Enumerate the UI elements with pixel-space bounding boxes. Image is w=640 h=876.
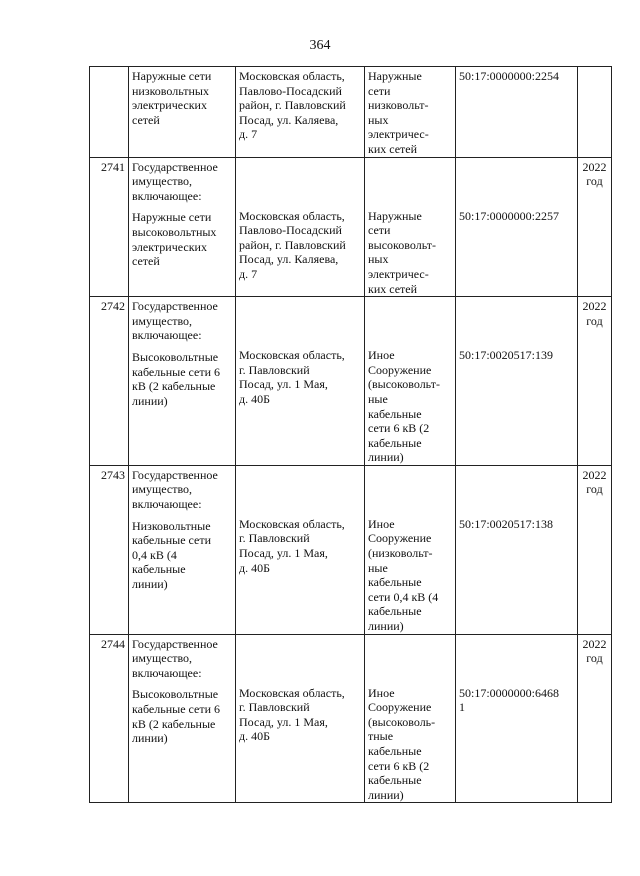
header-spacer <box>368 341 452 348</box>
header-spacer <box>368 327 452 341</box>
object-address-line: район, г. Павловский <box>239 98 346 113</box>
page-number: 364 <box>309 38 331 53</box>
object-type-line: низковольт- <box>368 98 429 113</box>
header-spacer <box>132 680 232 687</box>
object-type-line: линии) <box>368 787 404 802</box>
cadastral-number-line: 50:17:0000000:2254 <box>459 69 560 83</box>
object-name-line: линии) <box>132 393 168 408</box>
object-name-line: электрических <box>132 98 207 113</box>
header-spacer <box>368 679 452 686</box>
cadastral-number <box>456 465 578 634</box>
object-address-line: Московская область, <box>239 685 345 700</box>
object-address-line: Московская область, <box>239 348 345 363</box>
header-spacer <box>239 174 361 188</box>
header-spacer <box>459 160 574 174</box>
header-spacer <box>459 188 574 202</box>
object-address-line: д. 7 <box>239 266 258 281</box>
group-header-line: имущество, <box>132 174 193 189</box>
object-type <box>365 67 456 158</box>
transfer-year <box>578 297 612 466</box>
object-address-line: Посад, ул. 1 Мая, <box>239 377 328 392</box>
row-number: 2742 <box>90 297 129 466</box>
header-spacer <box>239 313 361 327</box>
object-name-line: кабельные сети <box>132 533 211 548</box>
row-number <box>90 67 129 158</box>
group-header-line: Государственное <box>132 299 218 314</box>
object-type-line: ные <box>368 560 388 575</box>
object-type <box>365 157 456 297</box>
object-address-line: г. Павловский <box>239 700 310 715</box>
object-name-line: Низковольтные <box>132 518 211 533</box>
object-name-line: кабельные сети 6 <box>132 702 220 716</box>
object-name-line: сетей <box>132 254 160 269</box>
object-address-line: д. 40Б <box>239 391 270 406</box>
object-name-line: Высоковольтные <box>132 349 219 364</box>
transfer-year <box>578 67 612 158</box>
header-spacer <box>368 299 452 313</box>
cadastral-number-line: 50:17:0020517:138 <box>459 516 554 531</box>
object-name-line: Высоковольтные <box>132 687 219 702</box>
header-spacer <box>239 188 361 202</box>
object-address <box>236 297 365 466</box>
transfer-year-line: 2022 <box>582 636 607 651</box>
transfer-year-line: год <box>586 313 603 328</box>
object-name-line: 0,4 кВ (4 <box>132 547 177 562</box>
header-spacer <box>459 299 574 313</box>
object-address <box>236 157 365 297</box>
object-type-line: кабельные <box>368 575 422 590</box>
group-header-line: включающее: <box>132 328 202 343</box>
header-spacer <box>132 512 232 519</box>
object-address-line: район, г. Павловский <box>239 237 346 252</box>
transfer-year <box>578 465 612 634</box>
object-type-line: (высоковоль- <box>368 714 436 729</box>
header-spacer <box>132 343 232 350</box>
table-row <box>90 297 612 466</box>
object-name <box>129 157 236 297</box>
object-type-line: сети 0,4 кВ (4 <box>368 589 439 604</box>
header-spacer <box>239 679 361 686</box>
header-spacer <box>459 341 574 348</box>
group-header-line: имущество, <box>132 313 193 328</box>
transfer-year-line: 2022 <box>582 159 607 174</box>
object-type-line: линии) <box>368 450 404 465</box>
header-spacer <box>459 651 574 665</box>
cadastral-number-line: 50:17:0000000:6468 <box>459 685 560 700</box>
header-spacer <box>239 327 361 341</box>
object-address-line: Павлово-Посадский <box>239 83 342 98</box>
object-address-line: Павлово-Посадский <box>239 223 342 238</box>
object-type-line: кабельные <box>368 744 422 758</box>
object-address-line: Посад, ул. Каляева, <box>239 252 339 267</box>
row-number: 2741 <box>90 157 129 297</box>
object-name-line: высоковольтных <box>132 224 217 239</box>
object-type-line: кабельные <box>368 406 422 421</box>
object-type-line: кабельные <box>368 604 422 619</box>
header-spacer <box>368 160 452 174</box>
transfer-year-line: год <box>586 174 603 189</box>
object-type <box>365 634 456 803</box>
header-spacer <box>239 299 361 313</box>
object-address <box>236 634 365 803</box>
table-row <box>90 67 612 158</box>
object-name <box>129 67 236 158</box>
cadastral-number <box>456 157 578 297</box>
object-name-line: кабельные сети 6 <box>132 364 220 379</box>
object-address-line: Посад, ул. 1 Мая, <box>239 714 328 729</box>
object-name-line: линии) <box>132 577 168 592</box>
header-spacer <box>368 665 452 679</box>
object-name <box>129 465 236 634</box>
transfer-year <box>578 634 612 803</box>
object-name <box>129 634 236 803</box>
header-spacer <box>368 496 452 510</box>
registry-table-body <box>90 67 612 803</box>
object-address-line: г. Павловский <box>239 531 310 546</box>
object-type-line: ких сетей <box>368 141 418 156</box>
object-type-line: (высоковольт- <box>368 377 440 392</box>
object-address-line: д. 40Б <box>239 729 270 744</box>
object-name-line: кВ (2 кабельные <box>132 716 216 731</box>
object-address-line: д. 40Б <box>239 560 270 575</box>
header-spacer <box>239 202 361 209</box>
header-spacer <box>239 510 361 517</box>
header-spacer <box>239 341 361 348</box>
group-header-line: включающее: <box>132 188 202 203</box>
cadastral-number-line: 50:17:0000000:2257 <box>459 208 560 223</box>
header-spacer <box>459 679 574 686</box>
object-type-line: тные <box>368 729 394 744</box>
group-header-line: имущество, <box>132 482 193 497</box>
cadastral-number <box>456 67 578 158</box>
header-spacer <box>459 496 574 510</box>
transfer-year-line: 2022 <box>582 467 607 482</box>
object-address-line: г. Павловский <box>239 362 310 377</box>
object-type-line: Иное <box>368 348 395 363</box>
object-address-line: Московская область, <box>239 516 345 531</box>
header-spacer <box>459 327 574 341</box>
header-spacer <box>459 510 574 517</box>
object-name-line: сетей <box>132 112 160 127</box>
object-name-line: кВ (2 кабельные <box>132 379 216 394</box>
transfer-year-line: год <box>586 482 603 497</box>
header-spacer <box>368 651 452 665</box>
object-type-line: сети <box>368 83 391 98</box>
header-spacer <box>459 202 574 209</box>
header-spacer <box>239 665 361 679</box>
header-spacer <box>132 203 232 210</box>
header-spacer <box>459 665 574 679</box>
object-type-line: электричес- <box>368 266 429 281</box>
cadastral-number <box>456 634 578 803</box>
object-type <box>365 297 456 466</box>
group-header-line: Государственное <box>132 636 218 651</box>
object-address-line: Московская область, <box>239 69 345 83</box>
object-address-line: Московская область, <box>239 208 345 223</box>
object-type-line: линии) <box>368 619 404 634</box>
object-type-line: электричес- <box>368 127 429 142</box>
header-spacer <box>459 468 574 482</box>
header-spacer <box>368 510 452 517</box>
header-spacer <box>368 637 452 651</box>
row-number: 2743 <box>90 465 129 634</box>
header-spacer <box>459 482 574 496</box>
object-address-line: Посад, ул. Каляева, <box>239 112 339 127</box>
object-type-line: Иное <box>368 516 395 531</box>
group-header-line: имущество, <box>132 651 193 666</box>
table-row <box>90 634 612 803</box>
object-name-line: электрических <box>132 239 207 254</box>
row-number: 2744 <box>90 634 129 803</box>
object-name-line: кабельные <box>132 562 186 577</box>
object-type-line: Сооружение <box>368 700 432 715</box>
header-spacer <box>459 174 574 188</box>
object-type-line: (низковольт- <box>368 546 433 561</box>
header-spacer <box>459 637 574 651</box>
object-type-line: ных <box>368 112 389 127</box>
object-type-line: сети 6 кВ (2 <box>368 758 430 773</box>
object-type-line: Наружные <box>368 69 422 83</box>
group-header-line: Государственное <box>132 467 218 482</box>
transfer-year-line: 2022 <box>582 299 607 314</box>
header-spacer <box>368 313 452 327</box>
header-spacer <box>459 313 574 327</box>
cadastral-number <box>456 297 578 466</box>
object-type-line: Сооружение <box>368 362 432 377</box>
object-name-line: Наружные сети <box>132 69 212 83</box>
object-type-line: сети <box>368 223 391 238</box>
header-spacer <box>239 482 361 496</box>
object-address <box>236 465 365 634</box>
header-spacer <box>239 651 361 665</box>
table-row <box>90 157 612 297</box>
object-name-line: Наружные сети <box>132 210 212 225</box>
object-type-line: Иное <box>368 685 395 700</box>
group-header-line: включающее: <box>132 497 202 512</box>
object-address-line: д. 7 <box>239 127 258 142</box>
object-type-line: кабельные <box>368 435 422 450</box>
header-spacer <box>239 160 361 174</box>
object-type-line: ные <box>368 391 388 406</box>
header-spacer <box>368 482 452 496</box>
object-type-line: Наружные <box>368 208 422 223</box>
group-header-line: включающее: <box>132 665 202 680</box>
header-spacer <box>368 174 452 188</box>
group-header-line: Государственное <box>132 159 218 174</box>
object-name-line: низковольтных <box>132 83 209 98</box>
object-type-line: кабельные <box>368 773 422 788</box>
header-spacer <box>368 188 452 202</box>
object-type-line: ных <box>368 252 389 267</box>
object-name <box>129 297 236 466</box>
object-type-line: Сооружение <box>368 531 432 546</box>
header-spacer <box>239 468 361 482</box>
object-type-line: высоковольт- <box>368 237 436 252</box>
object-type <box>365 465 456 634</box>
object-address <box>236 67 365 158</box>
property-registry-table <box>89 66 612 803</box>
transfer-year <box>578 157 612 297</box>
object-name-line: линии) <box>132 731 168 746</box>
object-address-line: Посад, ул. 1 Мая, <box>239 546 328 561</box>
object-type-line: ких сетей <box>368 281 418 296</box>
header-spacer <box>368 202 452 209</box>
header-spacer <box>239 637 361 651</box>
cadastral-number-line: 50:17:0020517:139 <box>459 348 554 363</box>
header-spacer <box>239 496 361 510</box>
table-row <box>90 465 612 634</box>
object-type-line: сети 6 кВ (2 <box>368 421 430 436</box>
header-spacer <box>368 468 452 482</box>
cadastral-number-line: 1 <box>459 700 465 715</box>
transfer-year-line: год <box>586 651 603 666</box>
